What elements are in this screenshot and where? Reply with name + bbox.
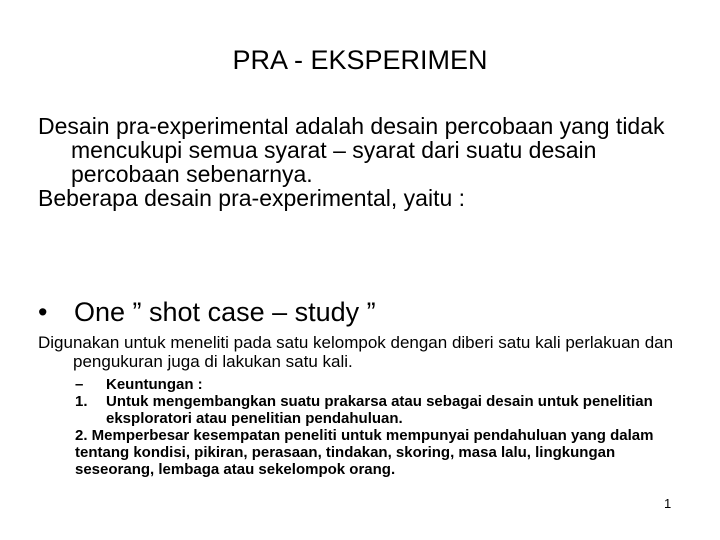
definition-paragraph: Desain pra-experimental adalah desain percobaan yang tidak mencukupi semua syarat – syarat dari suatu desain percobaan sebenarnya. <box>38 113 665 187</box>
intro-text <box>38 114 698 210</box>
lead-paragraph: Beberapa desain pra-experimental, yaitu : <box>38 185 466 211</box>
design-bullet <box>38 296 698 328</box>
item-1-text: Untuk mengembangkan suatu prakarsa atau sebagai desain untuk penelitian eksploratori atau penelitian pendahuluan. <box>106 393 653 427</box>
advantages-heading-row <box>75 376 665 393</box>
item-1-number: 1. <box>75 393 88 410</box>
page-number: 1 <box>664 496 672 511</box>
bullet-text: One ” shot case – study ” <box>74 297 376 327</box>
advantages-heading: Keuntungan : <box>106 376 203 393</box>
advantage-item-2: 2. Memperbesar kesempatan peneliti untuk mempunyai pendahuluan yang dalam tentang kondisi, pikiran, perasaan, tindakan, skoring, masa lalu, lingkungan seseorang, lembaga atau sekelompok orang. <box>75 427 654 478</box>
bullet-symbol: • <box>38 297 48 327</box>
design-description: Digunakan untuk meneliti pada satu kelompok dengan diberi satu kali perlakuan dan pengukuran juga di lakukan satu kali. <box>38 333 674 371</box>
heading-dash: – <box>75 376 84 393</box>
advantage-item-1 <box>75 393 665 427</box>
advantages-block <box>75 376 665 478</box>
slide-title: PRA - EKSPERIMEN <box>232 45 488 75</box>
